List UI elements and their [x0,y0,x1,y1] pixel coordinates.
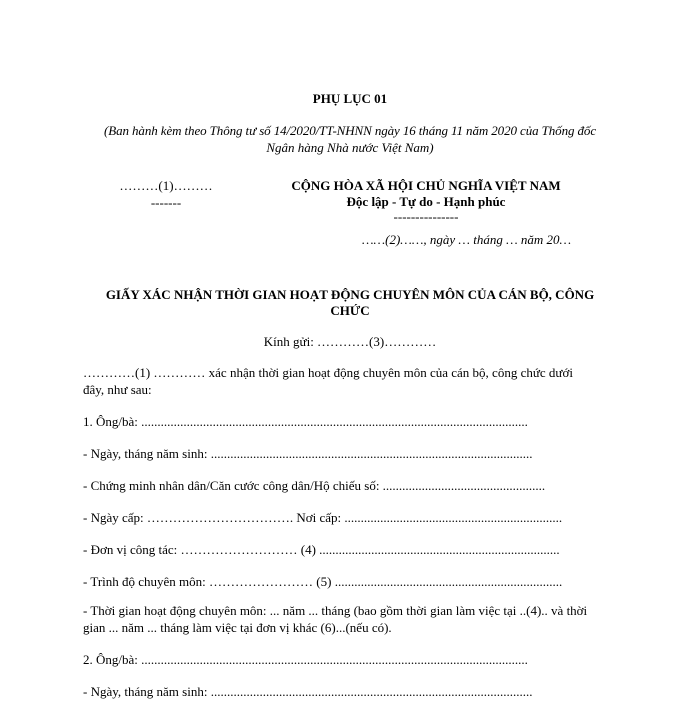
field-id-number: - Chứng minh nhân dân/Căn cước công dân/Hộ chiếu số: .................................................. [83,478,546,493]
field-dob-1: - Ngày, tháng năm sinh: ................................................................................................... [83,446,533,461]
field-person-2: 2. Ông/bà: ....................................................................................................................... [83,652,528,667]
appendix-subtitle-line2: Ngân hàng Nhà nước Việt Nam) [266,140,434,155]
field-qualification: - Trình độ chuyên môn: …………………… (5) ...................................................................... [83,574,563,589]
recipient-line: Kính gửi: …………(3)………… [263,334,437,349]
appendix-subtitle-line1: (Ban hành kèm theo Thông tư số 14/2020/TT-NHNN ngày 16 tháng 11 năm 2020 của Thống đốc [104,123,596,138]
field-work-unit: - Đơn vị công tác: ……………………… (4) .......................................................................... [83,542,560,557]
appendix-title: PHỤ LỤC 01 [312,91,388,106]
field-duration-line1: - Thời gian hoạt động chuyên môn: ... năm ... tháng (bao gồm thời gian làm việc tại ..(4).. và thời [83,603,588,618]
motto: Độc lập - Tự do - Hạnh phúc [346,194,506,209]
field-dob-2: - Ngày, tháng năm sinh: ................................................................................................... [83,684,533,699]
intro-line2: đây, như sau: [83,382,152,397]
motto-underline: --------------- [393,209,459,224]
org-placeholder: ………(1)……… [119,178,213,193]
document-title-line1: GIẤY XÁC NHẬN THỜI GIAN HOẠT ĐỘNG CHUYÊN MÔN CỦA CÁN BỘ, CÔNG [105,287,595,302]
place-date: ……(2)……, ngày … tháng … năm 20… [362,232,572,247]
org-underline: ------- [150,195,182,210]
field-duration-line2: gian ... năm ... tháng làm việc tại đơn vị khác (6)...(nếu có). [83,620,392,635]
republic-heading: CỘNG HÒA XÃ HỘI CHỦ NGHĨA VIỆT NAM [291,178,561,193]
intro-line1: …………(1) ………… xác nhận thời gian hoạt động chuyên môn của cán bộ, công chức dưới [83,365,573,380]
field-person-1: 1. Ông/bà: ....................................................................................................................... [83,414,528,429]
field-issue-date-place: - Ngày cấp: ……………………………. Nơi cấp: ................................................................... [83,510,563,525]
document-title-line2: CHỨC [330,303,370,318]
